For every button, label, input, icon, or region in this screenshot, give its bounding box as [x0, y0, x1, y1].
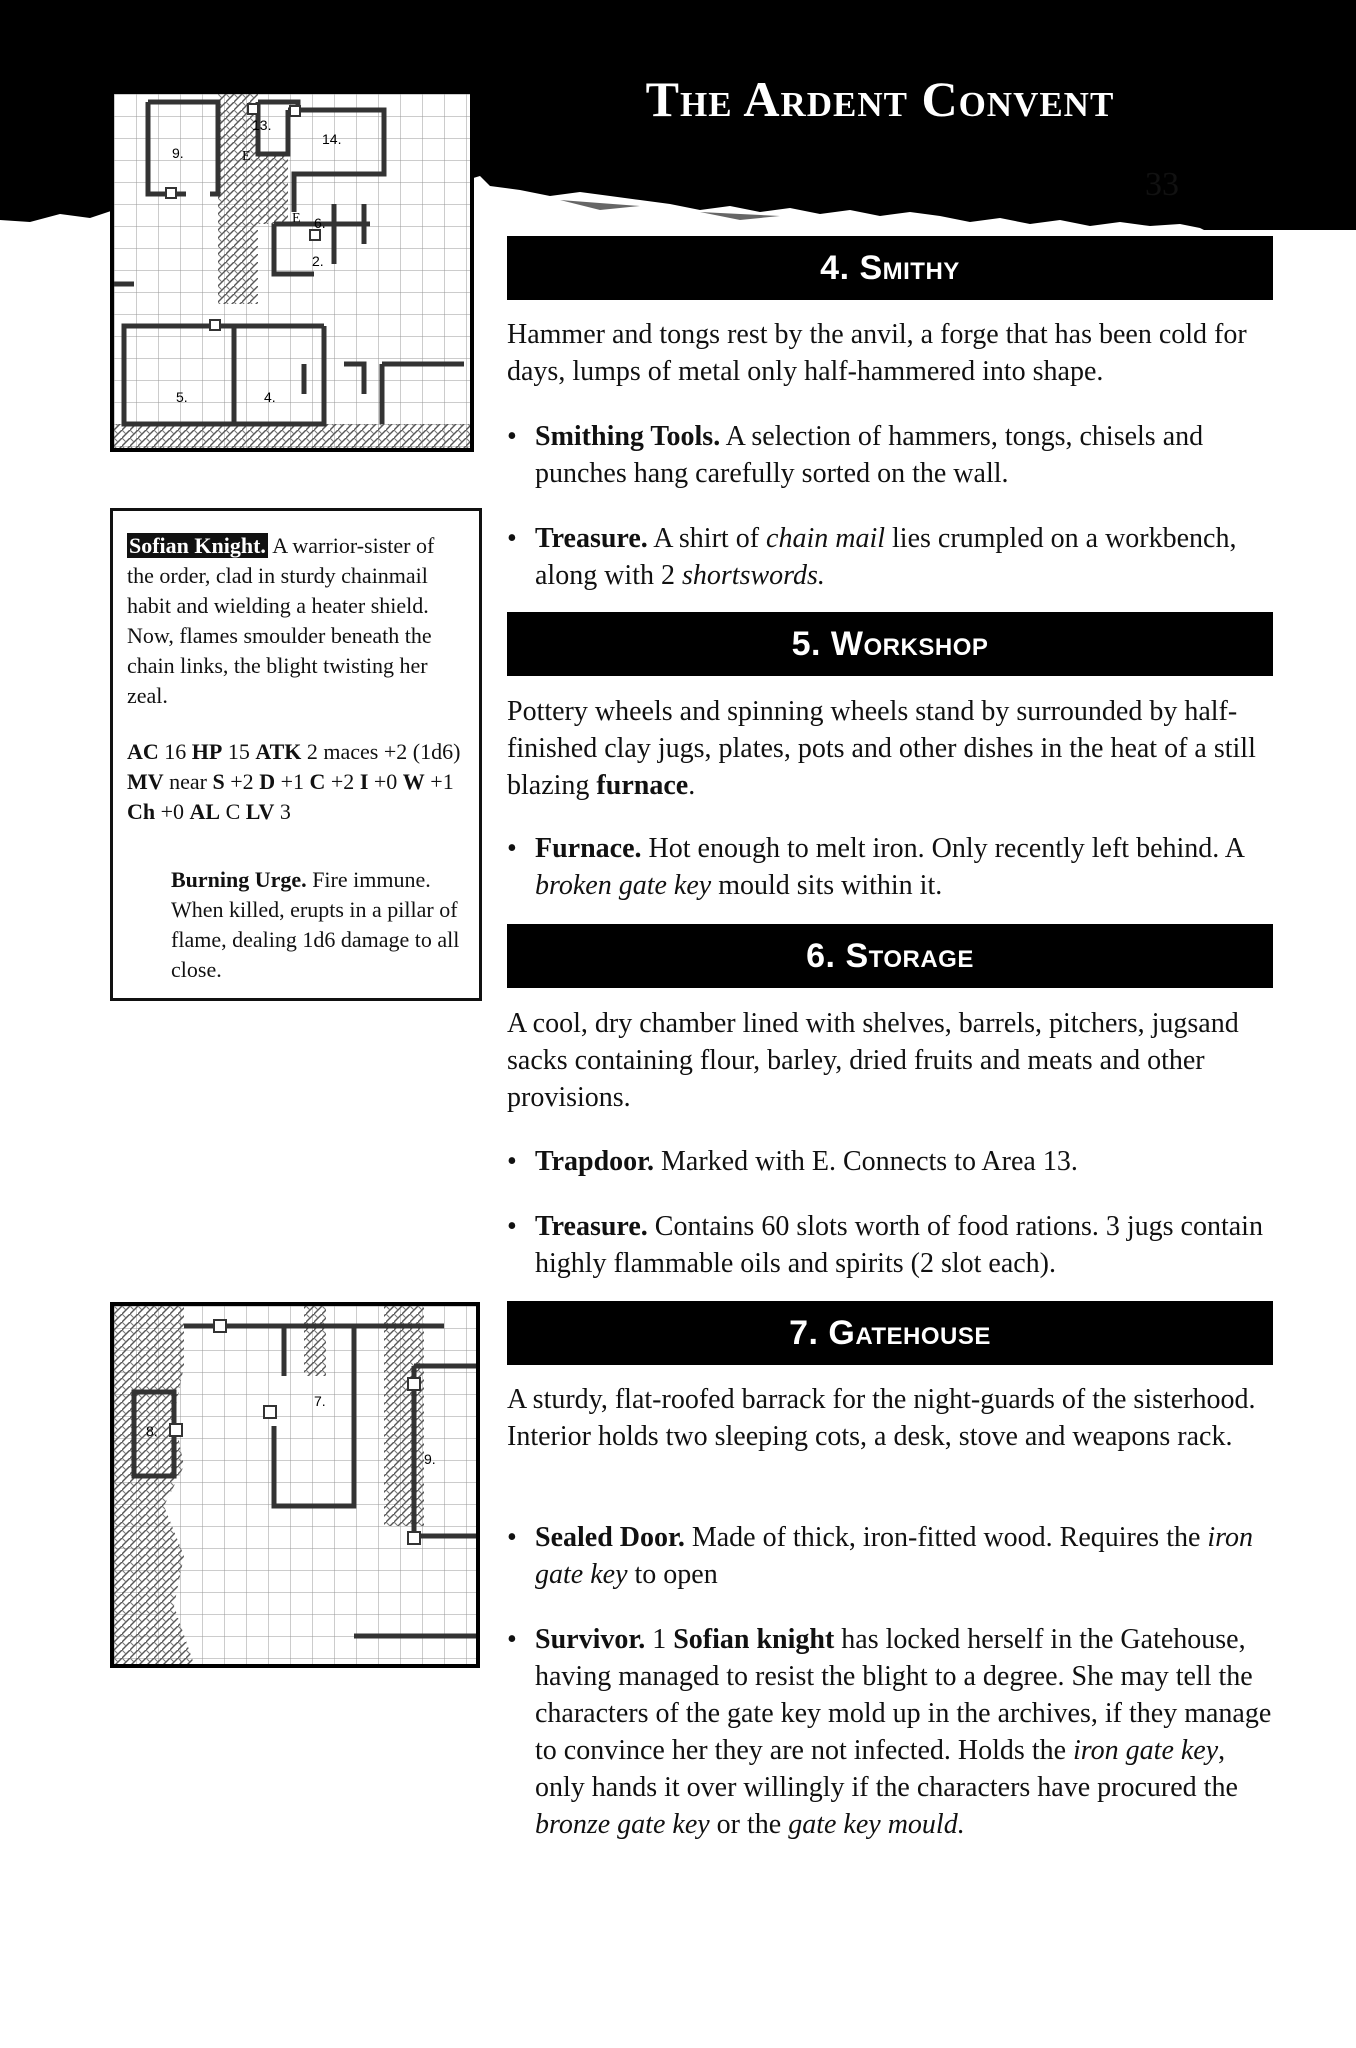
gatehouse-bullet-survivor: • Survivor. 1 Sofian knight has locked herself in the Gatehouse, having managed to resist the blight to a degree. She may tell the characters of the gate key mold up in the archives, if they manage to convince her they are not infected. Holds the iron gate key, only hands it over willingly if the characters have procured the bronze gate key or the gate key mould. [507, 1624, 1272, 1840]
map-label: 9. [172, 145, 184, 161]
map-label: 8. [146, 1423, 158, 1439]
gatehouse-bullet-sealed-door: • Sealed Door. Made of thick, iron-fitted wood. Requires the iron gate key to open [507, 1522, 1254, 1590]
heading-storage: 6. Storage [507, 924, 1273, 988]
map-label: 4. [264, 389, 276, 405]
map-label: 7. [314, 1393, 326, 1409]
workshop-bullet-furnace: • Furnace. Hot enough to melt iron. Only recently left behind. A broken gate key mould sits within it. [507, 833, 1244, 901]
heading-gatehouse: 7. Gatehouse [507, 1301, 1273, 1365]
smithy-intro: Hammer and tongs rest by the anvil, a forge that has been cold for days, lumps of metal only half-hammered into shape. [507, 319, 1247, 387]
map-label: 13. [252, 117, 272, 133]
storage-intro: A cool, dry chamber lined with shelves, barrels, pitchers, jugsand sacks containing flour, barley, dried fruits and meats and other provisions. [507, 1008, 1239, 1113]
heading-smithy: 4. Smithy [507, 236, 1273, 300]
storage-bullet-treasure: • Treasure. Contains 60 slots worth of food rations. 3 jugs contain highly flammable oils and spirits (2 slot each). [507, 1211, 1263, 1279]
storage-bullet-trapdoor: • Trapdoor. Marked with E. Connects to Area 13. [507, 1146, 1078, 1177]
gatehouse-intro: A sturdy, flat-roofed barrack for the night-guards of the sisterhood. Interior holds two sleeping cots, a desk, stove and weapons rack. [507, 1384, 1256, 1452]
map-label: 5. [176, 389, 188, 405]
map-label: E [292, 211, 301, 226]
map-bottom [110, 1302, 480, 1668]
map-label: E [242, 149, 251, 164]
statblock-description: A warrior-sister of the order, clad in sturdy chainmail habit and wielding a heater shield. Now, flames smoulder beneath the chain links, the blight twisting her zeal. [127, 533, 435, 708]
statblock-ability: Burning Urge. Fire immune. When killed, erupts in a pillar of flame, dealing 1d6 damage to all close. [171, 867, 460, 982]
statblock-stats: AC 16 HP 15 ATK 2 maces +2 (1d6) MV near S +2 D +1 C +2 I +0 W +1 Ch +0 AL C LV 3 [127, 739, 461, 824]
smithy-bullet-tools: • Smithing Tools. A selection of hammers, tongs, chisels and punches hang carefully sorted on the wall. [507, 421, 1204, 489]
heading-workshop: 5. Workshop [507, 612, 1273, 676]
page-title: The Ardent Convent [645, 71, 1115, 127]
map-label: 2. [312, 253, 324, 269]
map-label: 6. [314, 215, 326, 231]
smithy-bullet-treasure: • Treasure. A shirt of chain mail lies crumpled on a workbench, along with 2 shortswords. [507, 523, 1237, 591]
page-number: 33 [1145, 166, 1179, 203]
workshop-intro: Pottery wheels and spinning wheels stand by surrounded by half-finished clay jugs, plates, pots and other dishes in the heat of a still blazing furnace. [507, 696, 1256, 801]
statblock-sofian-knight [110, 508, 482, 1001]
map-label: 9. [424, 1451, 436, 1467]
map-label: 14. [322, 131, 342, 147]
map-top [110, 90, 474, 452]
statblock-name: Sofian Knight. [129, 533, 266, 558]
